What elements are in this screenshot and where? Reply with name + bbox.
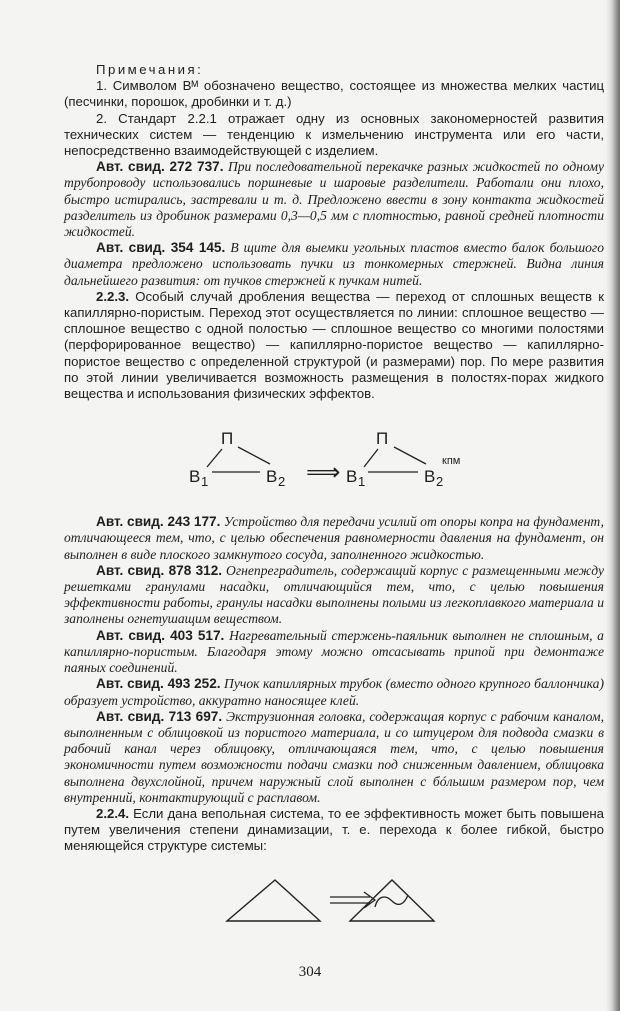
patent-label: Авт. свид. 354 145. <box>96 240 226 256</box>
formula-right-b1: B <box>346 467 358 487</box>
su-field-formula-1 <box>64 402 604 514</box>
formula-arrow: ⟹ <box>306 459 341 487</box>
patent-text: В щите для выемки угольных пластов вместо балок большого диаметра предложено использовать пучки из тонкомерных стержней. Видна линия дальнейшего развития: от пучков стержней к пучкам нитей. <box>64 240 604 288</box>
patent-entry <box>64 514 604 563</box>
triangle-plain-icon <box>227 880 320 921</box>
triangle-diagram <box>64 855 604 925</box>
notes-heading: Примечания: <box>96 62 204 77</box>
patent-entry <box>64 676 604 708</box>
formula-right-top: П <box>376 429 389 449</box>
patent-text: Нагревательный стержень-паяльник выполнен не сплошным, а капиллярно-пористым. Благодаря этому можно отсасывать припой при демонтаже паяных соединений. <box>64 627 604 676</box>
formula-left-b2-sub: 2 <box>278 474 286 490</box>
patent-entry <box>64 563 604 628</box>
formula-left-b2: B <box>266 467 278 487</box>
page-number: 304 <box>298 964 322 980</box>
patent-label: Авт. свид. 713 697. <box>96 708 223 724</box>
su-field-formula-2 <box>64 855 604 925</box>
formula-right-b2-sub: 2 <box>436 474 444 490</box>
patent-label: Авт. свид. 878 312. <box>96 562 223 578</box>
patent-label: Авт. свид. 272 737. <box>96 159 224 175</box>
patent-entry <box>64 159 604 240</box>
tilde-wave-icon <box>375 895 408 907</box>
section-text: Особый случай дробления вещества — переход от сплошных веществ к капиллярно-пористым. Переход этот осуществляется по линии: сплошное вещество — сплошное вещество с одной полостью — сплошное вещество со многими полостями (перфорированное вещество) — капиллярно-пористое вещество — капиллярно-пористое вещество с определенной структурой (и размерами) пор. По мере развития по этой линии увеличивается возможность размещения в полостях-порах жидкого вещества и использования физических эффектов. <box>64 288 604 402</box>
patent-entry <box>64 628 604 677</box>
formula-diagram <box>64 402 604 514</box>
patent-label: Авт. свид. 403 517. <box>96 627 225 643</box>
section-text: Если дана вепольная система, то ее эффективность может быть повышена путем увеличения степени динамизации, т. е. перехода к более гибкой, быстро меняющейся структуре системы: <box>64 805 604 854</box>
patent-text: Экструзионная головка, содержащая корпус с рабочим каналом, выполненным с облицовкой из пористого материала, и со штуцером для подвода смазки в рабочий канал через облицовку, отличающаяся тем, что, с целью повышения экономичности путем возможности подачи смазки под сниженным давлением, облицовка выполнена двухслойной, причем наружный слой выполнен с бóльшим размером пор, чем внутренний, контактирующий с расплавом. <box>64 708 604 805</box>
formula-right-b2-sup: кпм <box>442 455 461 468</box>
note-2: 2. Стандарт 2.2.1 отражает одну из основных закономерностей развития технических систем — тенденцию к измельчению инструмента или его части, непосредственно взаимодействующей с изделием. <box>64 110 604 159</box>
section-2-2-3 <box>64 289 604 402</box>
patent-entry <box>64 240 604 289</box>
patent-text: При последовательной перекачке разных жидкостей по одному трубопроводу использовались поршневые и шаровые разделители. Работали они плохо, быстро истирались, застревали и т. д. Предложено ввести в зону контакта жидкостей разделитель из дробинок размерами 0,3—0,5 мм с плотностью, равной средней плотности жидкостей. <box>64 159 604 240</box>
section-number: 2.2.4. <box>96 805 129 821</box>
book-page <box>64 62 604 925</box>
patent-text: Пучок капиллярных трубок (вместо одного крупного баллончика) образует устройство, аккуратно наносящее клей. <box>64 676 604 708</box>
formula-left-b1-sub: 1 <box>201 474 209 490</box>
scan-edge-shadow <box>606 0 620 1011</box>
patent-text: Устройство для передачи усилий от опоры копра на фундамент, отличающееся тем, что, с целью обеспечения равномерности давления на фундамент, он выполнен в виде плоского замкнутого сосуда, заполненного жидкостью. <box>64 514 604 562</box>
formula-left-top: П <box>221 429 234 449</box>
section-number: 2.2.3. <box>96 288 129 304</box>
patent-label: Авт. свид. 493 252. <box>96 676 221 692</box>
section-2-2-4 <box>64 806 604 855</box>
note-1: 1. Символом Bᴹ обозначено вещество, состоящее из множества мелких частиц (песчинки, порошок, дробинки и т. д.) <box>64 78 604 110</box>
formula-right-b2: B <box>424 467 436 487</box>
patent-entry <box>64 709 604 806</box>
formula-left-b1: B <box>189 467 201 487</box>
patent-text: Огнепреградитель, содержащий корпус с размещенными между решетками гранулами насадки, отличающийся тем, что, с целью повышения эффективности работы, гранулы насадки выполнены полыми из легкоплавкого материала и заполнены огнетушащим веществом. <box>64 562 604 627</box>
formula-right-b1-sub: 1 <box>358 474 366 490</box>
patent-label: Авт. свид. 243 177. <box>96 514 221 530</box>
